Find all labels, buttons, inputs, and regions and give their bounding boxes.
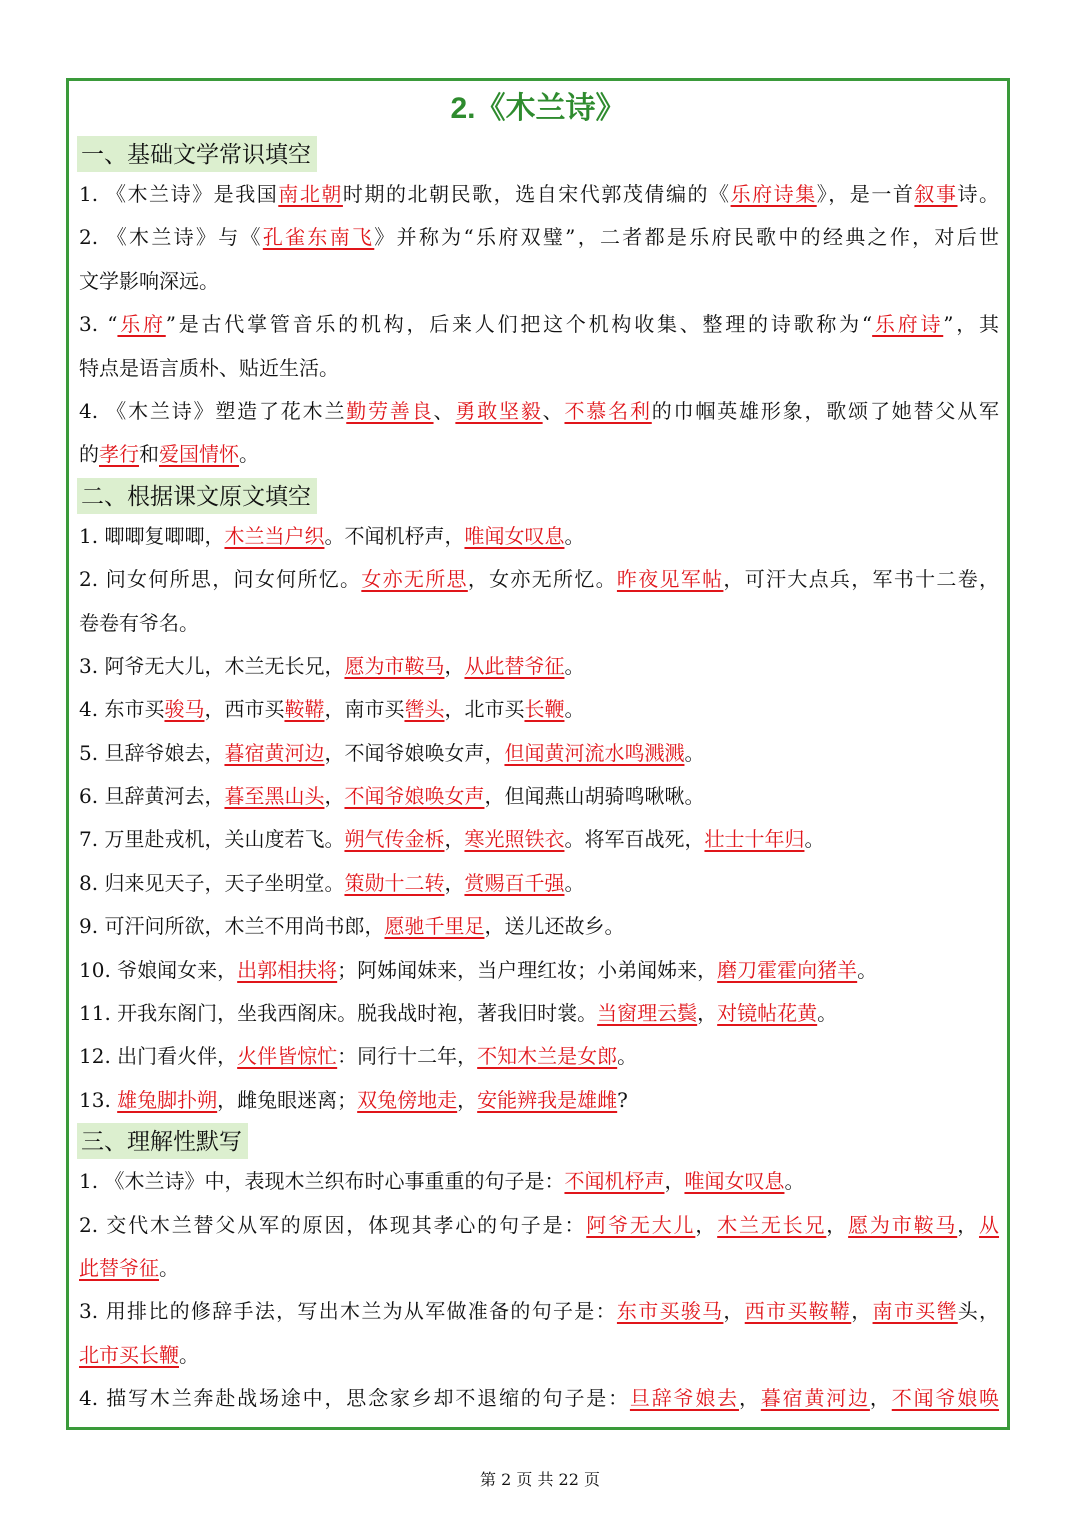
text-line [69,390,1007,433]
question-text: 。 [564,697,585,722]
answer-text: 勤劳善良 [346,398,434,423]
question-text: 。 [804,827,825,852]
section-heading: 一、基础文学常识填空 [77,136,317,172]
question-text: ，西市买 [204,697,285,722]
question-text: 7. 万里赴戎机，关山度若飞。 [79,827,345,852]
text-line [69,688,1007,731]
text-line [69,992,1007,1035]
question-text: ， [851,1299,873,1324]
text-line [69,1334,1007,1377]
page-title: 2.《木兰诗》 [450,92,626,125]
question-text: ? [617,1087,628,1112]
answer-text: 安能辨我是雄雌 [477,1087,618,1112]
question-text: 》，是一首 [816,182,915,206]
answer-text: 旦辞爷娘去 [629,1386,739,1411]
answer-text: 壮士十年归 [704,827,805,852]
question-text: 特点是语言质朴、贴近生活。 [79,355,339,380]
answer-text: 愿为市鞍马 [848,1212,958,1237]
answer-text: 不闻爷娘唤 [891,1386,1000,1411]
text-line [69,1035,1007,1078]
question-text: ”，其 [943,312,1000,337]
question-text: ， [695,1212,718,1237]
question-text: 和 [139,442,159,467]
answer-text: 不闻机杼声 [564,1169,665,1194]
text-line [69,173,1007,216]
content-frame [66,78,1010,1430]
answer-text: 孝行 [99,442,139,467]
question-text: 3. “ [79,312,118,337]
question-text: ， [457,1087,478,1112]
question-text: 。 [784,1169,805,1194]
question-text: 2. 问女何所思，问女何所忆。 [79,567,362,592]
answer-text: 暮宿黄河边 [224,740,325,765]
question-text: 12. 出门看火伴， [79,1044,238,1069]
answer-text: 勇敢坚毅 [455,398,543,423]
question-text: 1. 《木兰诗》中，表现木兰织布时心事重重的句子是： [79,1169,565,1194]
question-text: 的巾帼英雄形象，歌颂了她替父从军 [651,398,1000,423]
question-text: ， [957,1212,980,1237]
answer-text: 火伴皆惊忙 [237,1044,338,1069]
answer-text: 昨夜见军帖 [616,567,724,592]
question-text: 。 [179,1342,199,1367]
answer-text: 对镜帖花黄 [717,1001,818,1026]
answer-text: 长鞭 [524,697,565,722]
text-line [69,645,1007,688]
answer-text: 从 [979,1212,1000,1237]
question-text: 。 [857,957,878,982]
answer-text: 从此替爷征 [464,653,565,678]
question-text: ， [869,1386,892,1411]
question-text: 头， [957,1299,1000,1324]
question-text: 。 [684,740,705,765]
answer-text: 双兔傍地走 [357,1087,458,1112]
text-line [69,303,1007,346]
question-text: 。 [239,442,259,467]
answer-text: 当窗理云鬓 [597,1001,698,1026]
question-text: ，雌兔眼迷离； [217,1087,358,1112]
question-text: 卷卷有爷名。 [79,610,199,635]
question-text: 13. [79,1087,118,1112]
answer-text: 愿为市鞍马 [344,653,445,678]
answer-text: 阿爷无大儿 [586,1212,696,1237]
document-body [69,135,1007,1421]
answer-text: 磨刀霍霍向猪羊 [717,957,858,982]
answer-text: 北市买长鞭 [79,1342,179,1367]
question-text: ， [826,1212,849,1237]
question-text: 6. 旦辞黄河去， [79,784,225,809]
question-text: 。 [564,653,585,678]
question-text: 。 [159,1255,179,1280]
text-line [69,433,1007,476]
answer-text: 不慕名利 [564,398,652,423]
answer-text: 愿驰千里足 [384,914,485,939]
question-text: 。将军百战死， [564,827,705,852]
question-text: 时期的北朝民歌，选自宋代郭茂倩编的《 [342,182,731,206]
answer-text: 暮至黑山头 [224,784,325,809]
question-text: 10. 爷娘闻女来， [79,957,238,982]
question-text: 3. 用排比的修辞手法，写出木兰为从军做准备的句子是： [79,1299,617,1324]
question-text: ”是古代掌管音乐的机构，后来人们把这个机构收集、整理的诗歌称为“ [165,312,873,337]
question-text: ， [739,1386,761,1411]
question-text: ，但闻燕山胡骑鸣啾啾。 [484,784,705,809]
question-text: 1. 《木兰诗》是我国 [79,182,279,206]
answer-text: 东市买骏马 [616,1299,724,1324]
text-line [69,818,1007,861]
question-text: 的 [79,442,99,467]
text-line [69,1247,1007,1290]
question-text: 2. 《木兰诗》与《 [79,225,263,250]
question-text: 2. 交代木兰替父从军的原因，体现其孝心的句子是： [79,1212,587,1237]
answer-text: 但闻黄河流水鸣溅溅 [504,740,685,765]
question-text: 、 [433,398,456,423]
answer-text: 唯闻女叹息 [684,1169,785,1194]
text-line [69,775,1007,818]
text-line [69,558,1007,601]
question-text: 1. 唧唧复唧唧， [79,523,225,548]
answer-text: 唯闻女叹息 [464,523,565,548]
text-line [69,347,1007,390]
answer-text: 西市买鞍鞯 [744,1299,852,1324]
answer-text: 叙事 [914,182,958,206]
question-text: ， [444,870,465,895]
answer-text: 乐府 [117,312,166,337]
question-text: ， [324,784,345,809]
answer-text: 爱国情怀 [159,442,239,467]
question-text: 3. 阿爷无大儿，木兰无长兄， [79,653,345,678]
answer-text: 鞍鞯 [284,697,325,722]
answer-text: 寒光照铁衣 [464,827,565,852]
question-text: 4. 描写木兰奔赴战场途中，思念家乡却不退缩的句子是： [79,1386,630,1411]
question-text: ， [697,1001,718,1026]
answer-text: 雄兔脚扑朔 [117,1087,218,1112]
answer-text: 暮宿黄河边 [760,1386,870,1411]
question-text: 4. 东市买 [79,697,165,722]
text-line [69,1204,1007,1247]
question-text: 11. 开我东阁门，坐我西阁床。脱我战时袍，著我旧时裳。 [79,1001,598,1026]
answer-text: 不知木兰是女郎 [477,1044,618,1069]
question-text: ， [444,827,465,852]
question-text: ，送儿还故乡。 [484,914,625,939]
answer-text: 不闻爷娘唤女声 [344,784,485,809]
question-text: ，北市买 [444,697,525,722]
question-text: ，南市买 [324,697,405,722]
question-text: 。 [564,870,585,895]
text-line [69,1079,1007,1122]
text-line [69,1160,1007,1203]
answer-text: 辔头 [404,697,445,722]
text-line [69,515,1007,558]
text-line [69,905,1007,948]
question-text: 。不闻机杼声， [324,523,465,548]
answer-text: 木兰当户织 [224,523,325,548]
text-line [69,216,1007,259]
question-text: 8. 归来见天子，天子坐明堂。 [79,870,345,895]
question-text: ， [723,1299,745,1324]
answer-text: 策勋十二转 [344,870,445,895]
section-heading: 二、根据课文原文填空 [77,478,317,514]
answer-text: 乐府诗集 [730,182,817,206]
answer-text: 出郭相扶将 [237,957,338,982]
answer-text: 南北朝 [278,182,343,206]
question-text: 、 [542,398,565,423]
question-text: 》并称为“乐府双璧”，二者都是乐府民歌中的经典之作，对后世 [374,225,1000,250]
question-text: 4. 《木兰诗》塑造了花木兰 [79,398,347,423]
section-heading: 三、理解性默写 [77,1123,248,1159]
question-text: 9. 可汗问所欲，木兰不用尚书郎， [79,914,385,939]
question-text: 文学影响深远。 [79,268,219,293]
question-text: ，不闻爷娘唤女声， [324,740,505,765]
question-text: 。 [617,1044,638,1069]
question-text: 。 [817,1001,838,1026]
answer-text: 乐府诗 [872,312,944,337]
question-text: ：同行十二年， [337,1044,478,1069]
page-footer: 第 2 页 共 22 页 [480,1470,600,1489]
question-text: ，女亦无所忆。 [467,567,617,592]
text-line [69,260,1007,303]
answer-text: 赏赐百千强 [464,870,565,895]
text-line [69,732,1007,775]
question-text: ，可汗大点兵，军书十二卷， [723,567,1000,592]
text-line [69,1377,1007,1420]
text-line [69,949,1007,992]
question-text: 。 [564,523,585,548]
answer-text: 骏马 [164,697,205,722]
question-text: ， [444,653,465,678]
text-line [69,602,1007,645]
answer-text: 孔雀东南飞 [262,225,375,250]
question-text: ， [664,1169,685,1194]
answer-text: 南市买辔 [872,1299,958,1324]
question-text: 诗。 [957,182,1000,206]
question-text: 5. 旦辞爷娘去， [79,740,225,765]
question-text: ；阿姊闻妹来，当户理红妆；小弟闻姊来， [337,957,718,982]
text-line [69,862,1007,905]
answer-text: 朔气传金柝 [344,827,445,852]
answer-text: 木兰无长兄 [717,1212,827,1237]
answer-text: 此替爷征 [79,1255,159,1280]
answer-text: 女亦无所思 [361,567,468,592]
text-line [69,1290,1007,1333]
